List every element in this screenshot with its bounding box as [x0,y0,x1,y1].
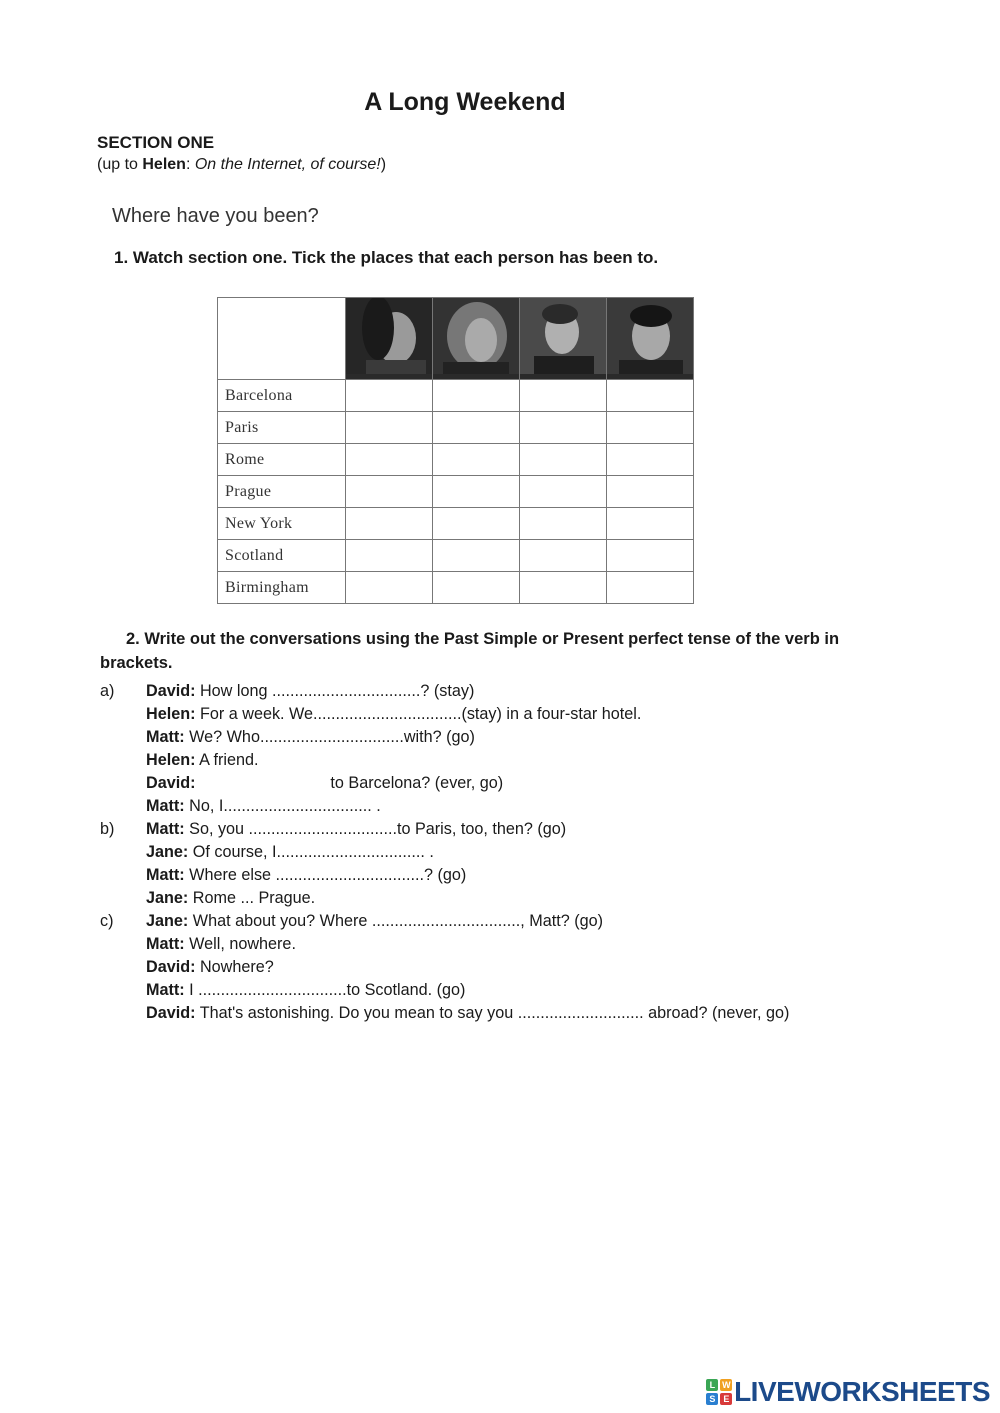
conversation-a-label: a) [100,682,115,700]
badge-letter: L [706,1379,718,1391]
line-text: What about you? Where ................................., Matt? (go) [188,912,604,930]
tick-cell[interactable] [520,476,607,508]
tick-cell[interactable] [346,572,433,604]
tick-table [217,297,694,604]
line-text: to Barcelona? (ever, go) [195,774,504,792]
line-text: Rome ... Prague. [188,889,316,907]
line-text: A friend. [195,751,259,769]
page-title: A Long Weekend [364,88,566,116]
speaker: Jane: [146,912,189,930]
tick-cell[interactable] [520,508,607,540]
speaker: Matt: [146,820,185,838]
line-text: No, I................................. . [184,797,381,815]
tick-cell[interactable] [346,380,433,412]
section-sub-quote: On the Internet, of course! [194,156,381,173]
section-heading: SECTION ONE [97,133,215,152]
task-1-instruction: 1. Watch section one. Tick the places that each person has been to. [114,248,659,267]
section-sub-speaker: Helen [142,156,186,173]
speaker: Jane: [146,889,189,907]
tick-cell[interactable] [433,572,520,604]
line-text: For a week. We.................................(stay) in a four-star hotel. [195,705,642,723]
liveworksheets-logo [706,1376,990,1408]
tick-cell[interactable] [520,572,607,604]
tick-cell[interactable] [607,412,694,444]
speaker: David: [146,1004,196,1022]
tick-cell[interactable] [433,412,520,444]
tick-cell[interactable] [607,380,694,412]
speaker: Matt: [146,981,185,999]
badge-letter: W [722,1380,731,1390]
tick-cell[interactable] [520,540,607,572]
table-row [218,380,694,412]
speaker: David: [146,774,196,792]
tick-cell[interactable] [346,508,433,540]
photo-jane [433,298,520,380]
tick-cell[interactable] [607,444,694,476]
tick-cell[interactable] [520,380,607,412]
portrait-2-image [433,298,519,374]
tick-cell[interactable] [346,540,433,572]
tick-cell[interactable] [520,412,607,444]
speaker: Matt: [146,728,185,746]
tick-cell[interactable] [433,380,520,412]
table-row [218,540,694,572]
tick-cell[interactable] [346,476,433,508]
tick-cell[interactable] [607,572,694,604]
place-label: Scotland [218,540,346,572]
where-heading: Where have you been? [112,205,319,227]
table-corner [218,298,346,380]
line-text: That's astonishing. Do you mean to say you ............................ abroad? (never, go) [195,1004,790,1022]
photo-matt [520,298,607,380]
conversation-b-label: b) [100,820,115,838]
speaker: Helen: [146,751,196,769]
task-2-instruction: 2. Write out the conversations using the Past Simple or Present perfect tense of the verb in brackets. [100,630,840,672]
speaker: Matt: [146,797,185,815]
tick-cell[interactable] [520,444,607,476]
table-row [218,412,694,444]
portrait-4-image [607,298,693,374]
photo-row [218,298,694,380]
tick-cell[interactable] [433,444,520,476]
table-row [218,476,694,508]
badge-letter: E [720,1393,732,1405]
tick-cell[interactable] [607,508,694,540]
section-sub-suffix: ) [380,156,387,173]
place-label: Prague [218,476,346,508]
speaker: Helen: [146,705,196,723]
tick-cell[interactable] [433,508,520,540]
speaker: David: [146,958,196,976]
tick-cell[interactable] [607,476,694,508]
place-label: New York [218,508,346,540]
tick-cell[interactable] [346,444,433,476]
place-label: Barcelona [218,380,346,412]
logo-text: LIVEWORKSHEETS [734,1376,990,1407]
section-subtitle [97,156,386,174]
tick-cell[interactable] [433,540,520,572]
speaker: Matt: [146,866,185,884]
tick-cell[interactable] [607,540,694,572]
place-label: Paris [218,412,346,444]
table-row [218,572,694,604]
tick-cell[interactable] [433,476,520,508]
line-text: Of course, I................................. . [188,843,434,861]
table-row [218,508,694,540]
photo-helen [346,298,433,380]
photo-david [607,298,694,380]
line-text: Where else .................................? (go) [184,866,467,884]
place-label: Rome [218,444,346,476]
logo-badge-icon [706,1379,732,1405]
speaker: David: [146,682,196,700]
section-sub-colon: : [185,156,195,173]
section-sub-prefix: (up to [97,156,143,173]
line-text: I .................................to Scotland. (go) [184,981,466,999]
line-text: How long .................................? (stay) [195,682,475,700]
portrait-1-image [346,298,432,374]
table-row [218,444,694,476]
portrait-3-image [520,298,606,374]
speaker: Matt: [146,935,185,953]
place-label: Birmingham [218,572,346,604]
speaker: Jane: [146,843,189,861]
conversation-c-label: c) [100,912,114,930]
tick-cell[interactable] [346,412,433,444]
line-text: So, you .................................to Paris, too, then? (go) [184,820,567,838]
badge-letter: S [706,1393,718,1405]
line-text: We? Who................................with? (go) [184,728,475,746]
line-text: Well, nowhere. [184,935,296,953]
line-text: Nowhere? [195,958,274,976]
